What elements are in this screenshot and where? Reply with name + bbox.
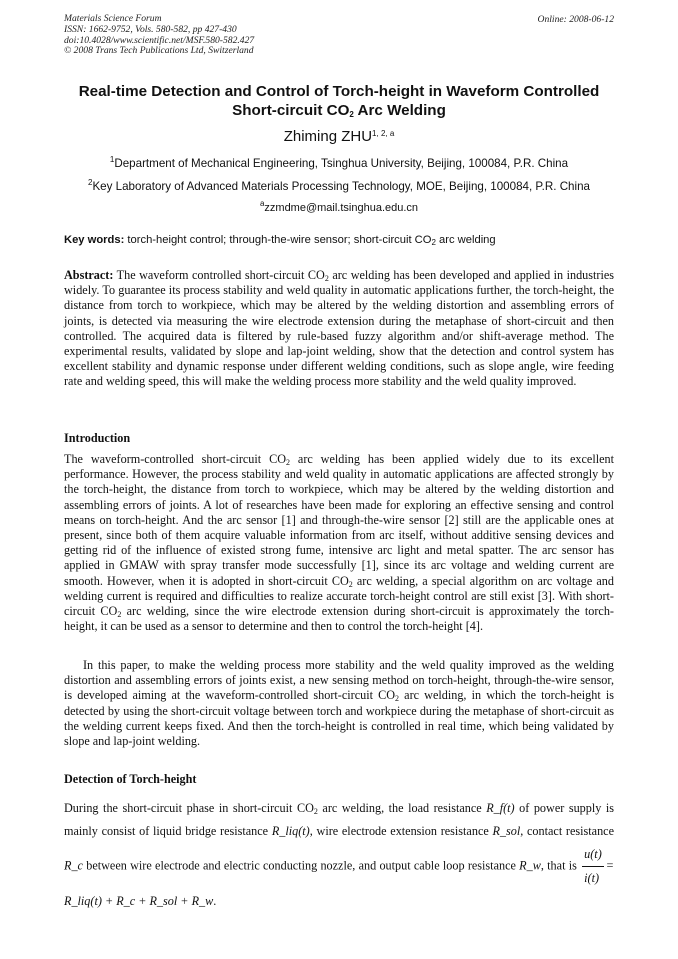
detection-heading: Detection of Torch-height <box>64 772 197 786</box>
symbol-rc: R_c <box>64 858 83 873</box>
author-email <box>0 199 678 214</box>
detection-text-5: , contact resistance <box>520 824 614 838</box>
keywords <box>64 234 624 246</box>
intro-p2-text-a: In this paper, to make the welding process more stability and the weld quality improved as the welding distortion and assembling errors of joints exist, a new sensing method on torch-height, through-the-wire sensor, is developed aiming at the waveform-controlled short-circuit CO <box>64 658 614 703</box>
intro-p1-sub-1: 2 <box>286 458 291 467</box>
email-text: zzmdme@mail.tsinghua.edu.cn <box>264 202 419 214</box>
title-line-1: Real-time Detection and Control of Torch-height in Waveform Controlled <box>78 83 600 100</box>
affiliation-1 <box>0 155 678 170</box>
journal-name: Materials Science Forum <box>64 13 162 24</box>
abstract-label: Abstract: <box>64 268 114 282</box>
symbol-rliq: R_liq(t) <box>271 824 310 838</box>
abstract <box>64 268 614 390</box>
intro-p2-text-b: arc welding, in which the torch-height is detected by using the short-circuit voltage between torch and workpiece during the metaphase of short-circuit as the welding current keeps fixed. And then the torch-height is controlled in real time, which being validated by slope and lap-joint welding. <box>64 688 614 749</box>
detection-text-6: between wire electrode and electric conducting nozzle, and output cable loop resistance <box>82 858 520 873</box>
online-date: Online: 2008-06-12 <box>537 14 614 25</box>
detection-subscript: 2 <box>313 807 318 816</box>
detection-text-2: arc welding, the load resistance <box>317 801 487 815</box>
title-line-2 <box>40 101 638 120</box>
detection-text-3: of power supply is mainly consist of liquid bridge resistance <box>64 801 614 838</box>
author-affiliation-marks: 1, 2, a <box>372 129 395 138</box>
doi-line: doi:10.4028/www.scientific.net/MSF.580-582.427 <box>64 34 255 46</box>
detection-text-8: . <box>213 894 217 908</box>
equation-denominator: i(t) <box>584 871 600 885</box>
issn-line: ISSN: 1662-9752, Vols. 580-582, pp 427-430 <box>64 23 237 35</box>
equation-fraction <box>582 843 604 890</box>
intro-p2-sub: 2 <box>395 694 400 704</box>
author-name: Zhiming ZHU <box>283 128 373 145</box>
journal-header <box>64 14 424 57</box>
intro-p1-text-b: arc welding has been applied widely due to its excellent performance. However, the process stability and weld quality in automatic applications are affected strongly by the torch-height, the distance from torch to workpiece, which may be altered by the welding distortion and assembling errors of joints. A lot of researches have been made for exploring an effective sensing and control means on torch-height. And the arc sensor [1] and through-the-wire sensor [2] still are the applicable ones at present, since both of them acquire valuable information from arc itself, without additive sensing devices and getting rid of the influence of existed strong fume, intensive arc light and metal spatter. The arc sensor has applied in GMAW with spray transfer mode successfully [1], since its arc voltage and welding current are smooth. However, when it is adopted in short-circuit CO <box>64 452 614 588</box>
keywords-text: torch-height control; through-the-wire sensor; short-circuit CO <box>124 234 432 246</box>
paper-title <box>40 82 638 120</box>
abstract-subscript: 2 <box>324 274 329 283</box>
email-mark: a <box>259 199 265 208</box>
affiliation-1-mark: 1 <box>109 155 115 164</box>
introduction-paragraph-1 <box>64 452 614 634</box>
detection-paragraph <box>64 797 614 913</box>
intro-p1-text-c: arc welding, a special algorithm on arc voltage and welding current is required and difficulties to realize accurate torch-height control are still exist [3]. With short-circuit CO <box>64 573 614 619</box>
intro-p1-text-a: The waveform-controlled short-circuit CO <box>64 452 287 466</box>
introduction-heading: Introduction <box>64 431 131 445</box>
abstract-text-2: arc welding has been developed and applied in industries widely. To guarantee its process stability and weld quality in automatic applications further, the torch-height, the distance from torch to workpiece, which may be altered by the welding distortion and assembling errors of joints, is detected via measuring the wire electrode extension during the metaphase of short-circuit and then controlled. The acquired data is filtered by rule-based fuzzy algorithm and/or shift-average method. The experimental results, validated by slope and lap-joint welding, show that the detection and control system has excellent stability and dynamic response under different welding conditions, such as slope angle, wire feeding rate and welding speed, this will make the welding process more stability and the weld quality improved. <box>64 268 614 389</box>
symbol-rw: R_w <box>519 858 541 873</box>
intro-p1-text-d: arc welding, since the wire electrode extension during short-circuit is approximately the torch-height, it can be used as a sensor to determine and then to control the torch-height [4]. <box>64 604 614 634</box>
copyright-line: © 2008 Trans Tech Publications Ltd, Switzerland <box>64 45 254 57</box>
introduction-paragraph-2 <box>64 658 614 749</box>
symbol-rf: R_f(t) <box>486 801 515 815</box>
detection-text-7: , that is <box>540 858 581 873</box>
title-line-2-start: Short-circuit CO <box>232 102 350 119</box>
affiliation-2-text: Key Laboratory of Advanced Materials Processing Technology, MOE, Beijing, 100084, P.R. China <box>92 180 590 193</box>
detection-text-4: , wire electrode extension resistance <box>309 824 493 838</box>
affiliation-2-mark: 2 <box>88 178 93 187</box>
equation-rhs: = R_liq(t) + R_c + R_sol + R_w <box>64 858 614 908</box>
author <box>0 128 678 145</box>
intro-p1-sub-3: 2 <box>117 610 122 620</box>
abstract-text-1: The waveform controlled short-circuit CO <box>113 268 325 282</box>
symbol-rsol: R_sol <box>492 824 521 838</box>
equation-numerator: u(t) <box>582 843 604 867</box>
intro-p1-sub-2: 2 <box>348 579 353 589</box>
keywords-subscript: 2 <box>431 238 436 247</box>
affiliation-1-text: Department of Mechanical Engineering, Tsinghua University, Beijing, 100084, P.R. China <box>114 157 569 170</box>
keywords-text-end: arc welding <box>435 234 496 246</box>
keywords-label: Key words: <box>64 234 125 246</box>
title-subscript: 2 <box>349 110 354 119</box>
title-line-2-end: Arc Welding <box>353 102 446 119</box>
affiliation-2 <box>0 178 678 193</box>
detection-text-1: During the short-circuit phase in short-circuit CO <box>64 801 314 815</box>
